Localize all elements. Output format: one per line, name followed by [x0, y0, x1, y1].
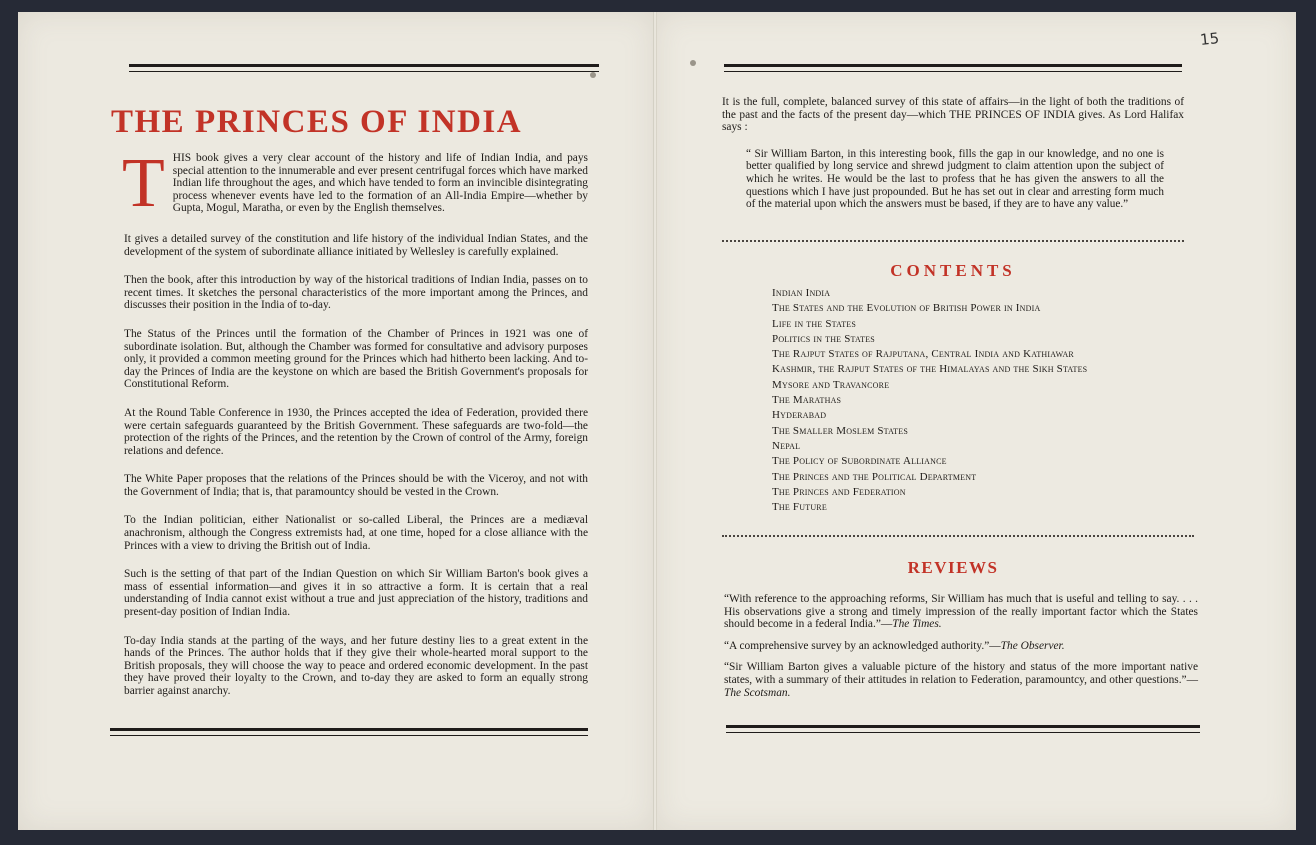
punch-hole [690, 60, 696, 66]
bottom-rule-left [110, 728, 588, 736]
contents-item: Life in the States [772, 317, 857, 330]
review-text: “With reference to the approaching reforms, Sir William has much that is useful and telling to say. . . . His observations give a strong and timely impression of the really important factor which the States should become in a federal India.”— [724, 593, 1198, 631]
bottom-rule-right [726, 725, 1200, 733]
review-item [724, 593, 1198, 631]
contents-item: Hyderabad [772, 409, 827, 422]
contents-item: The Princes and the Political Department [772, 470, 977, 483]
contents-item: Nepal [772, 439, 801, 452]
punch-hole [590, 72, 596, 78]
paragraph-text: HIS book gives a very clear account of the history and life of Indian India, and pays special attention to the innumerable and ever present centrifugal forces which have marked Indian life throughout the ages, and which have tended to form an invincible disintegrating process whenever events have led to the formation of an All-India Empire—whether by Gupta, Mogul, Maratha, or even by the English themselves. [172, 152, 588, 215]
contents-item: The States and the Evolution of British Power in India [772, 302, 1041, 315]
intro-paragraph: It is the full, complete, balanced survey of this state of affairs—in the light of both the traditions of the past and the facts of the present day—which THE PRINCES OF INDIA gives. As Lord Halifax says : [722, 96, 1184, 134]
dotted-divider [722, 535, 1194, 540]
contents-item: The Future [772, 501, 827, 514]
top-rule-right [724, 64, 1182, 72]
handwritten-page-mark: 15 [1199, 29, 1220, 49]
paragraph: At the Round Table Conference in 1930, the Princes accepted the idea of Federation, provided there were certain safeguards guaranteed by the British Government. These safeguards are two-fold—the protection of the rights of the Princes, and the retention by the Crown of control of the Army, foreign relations and defence. [124, 406, 588, 457]
paragraph: The White Paper proposes that the relations of the Princes should be with the Viceroy, and not with the Government of India; that is, that paramountcy should be vested in the Crown. [124, 473, 588, 498]
review-item [724, 640, 1198, 653]
intro-paragraph [122, 145, 588, 222]
review-text: “A comprehensive survey by an acknowledged authority.”— [724, 639, 1001, 652]
contents-item: Kashmir, the Rajput States of the Himalayas and the Sikh States [772, 363, 1088, 376]
paragraph: Then the book, after this introduction by way of the historical traditions of Indian India, passes on to recent times. It sketches the personal characteristics of the more important among the Princes, and discusses their position in the India of to-day. [124, 274, 588, 312]
review-source: The Observer. [1000, 639, 1065, 652]
contents-item: Politics in the States [772, 332, 875, 345]
contents-item: The Rajput States of Rajputana, Central India and Kathiawar [772, 348, 1074, 361]
review-item [724, 661, 1198, 699]
center-fold [653, 12, 657, 830]
paragraph: The Status of the Princes until the formation of the Chamber of Princes in 1921 was one of subordinate isolation. But, although the Chamber was formed for consultative and advisory purposes only, it provided a common meeting ground for the Princes which had hitherto been lacking. And to-day the Princes of India are the keystone on which are based the British Government's proposals for Constitutional Reform. [124, 327, 588, 391]
contents-item: The Policy of Subordinate Alliance [772, 455, 947, 468]
halifax-quote: “ Sir William Barton, in this interesting book, fills the gap in our knowledge, and no one is better qualified by long service and shrewd judgment to claim attention upon the subject of which he writes. He would be the last to profess that he has given the answers to all the questions which I have just propounded. But he has set out in clear and arresting form much of the material upon which the answers must be based, if they are to have any value.” [746, 147, 1164, 211]
paragraph: To the Indian politician, either Nationalist or so-called Liberal, the Princes are a mediæval anachronism, although the Congress extremists had, at one time, hoped for a close alliance with the Princes with a view to driving the British out of India. [124, 514, 588, 552]
review-source: The Scotsman. [724, 686, 791, 699]
contents-item: The Princes and Federation [772, 485, 906, 498]
top-rule-left [129, 64, 599, 72]
review-source: The Times. [892, 618, 942, 631]
paragraph: To-day India stands at the parting of the ways, and her future destiny lies to a great extent in the hands of the Princes. The author holds that if they give their whole-hearted moral support to the British proposals, they will choose the way to peace and ordered economic development. In the past they have proved their loyalty to the Crown, and to-day they are asked to form an equally strong barrier against anarchy. [124, 634, 588, 697]
contents-item: The Smaller Moslem States [772, 424, 909, 437]
reviews-heading: REVIEWS [907, 558, 999, 577]
contents-list [772, 286, 1087, 515]
contents-item: Mysore and Travancore [772, 378, 890, 391]
contents-item: Indian India [772, 287, 831, 299]
paragraph: Such is the setting of that part of the Indian Question on which Sir William Barton's book gives a mass of essential information—and gives it in so attractive a form. It is certain that a real understanding of India cannot exist without a true and just appreciation of the history, traditions and present-day position of Indian India. [124, 568, 588, 619]
review-text: “Sir William Barton gives a valuable picture of the history and status of the more important native states, with a summary of their attitudes in relation to Federation, paramountcy, and other questions.”— [724, 661, 1198, 686]
drop-cap: T [122, 145, 165, 222]
page-title: THE PRINCES OF INDIA [111, 104, 523, 140]
reviews-section [724, 593, 1198, 708]
paragraph: It gives a detailed survey of the constitution and life history of the individual Indian States, and the development of the system of subordinate alliance initiated by Wellesley is carefully explained. [124, 232, 588, 258]
contents-heading: CONTENTS [890, 261, 1016, 280]
dotted-divider [722, 240, 1184, 245]
left-body [122, 145, 588, 714]
contents-item: The Marathas [772, 394, 842, 407]
right-intro [722, 96, 1184, 211]
